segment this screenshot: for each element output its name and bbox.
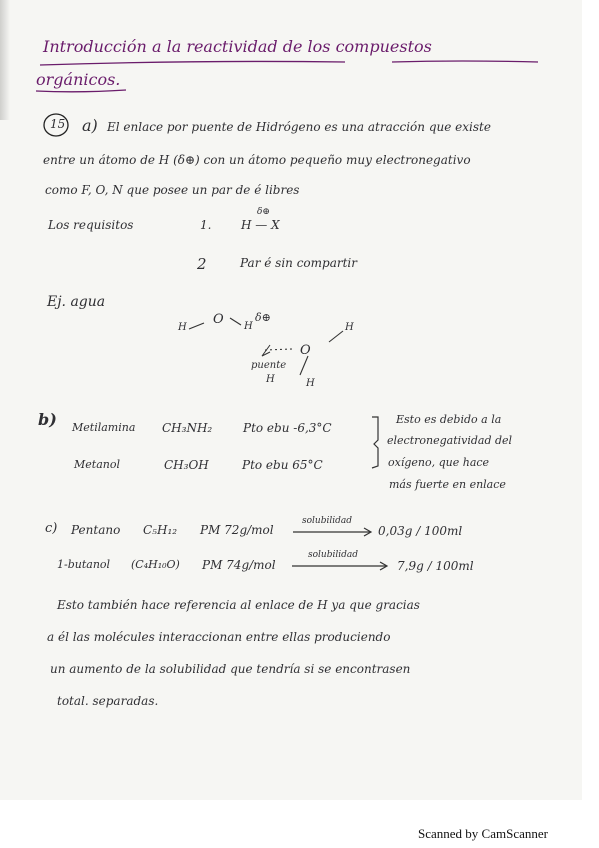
butanol-formula: (C₄H₁₀O) [131, 558, 180, 571]
butanol-name: 1-butanol [57, 558, 111, 571]
water-h-2: H [244, 321, 253, 332]
part-c-text-3: un aumento de la solubilidad que tendría si se encontrasen [50, 662, 411, 676]
requirement-1-delta: δ⊕ [257, 207, 270, 217]
compound-1-formula: CH₃NH₂ [162, 421, 213, 435]
pentane-arrow-label: solubilidad [302, 516, 352, 526]
part-b-note-2: electronegatividad del [387, 434, 513, 447]
compound-2-boiling-point: Pto ebu 65°C [242, 458, 323, 472]
part-b-label: b) [38, 410, 57, 429]
water-o-2: O [300, 343, 311, 358]
compound-2-name: Metanol [74, 458, 120, 471]
part-a-line-2: entre un átomo de H (δ⊕) con un átomo pequeño muy electronegativo [43, 153, 471, 167]
part-a-line-3: como F, O, N que posee un par de é libres [45, 183, 300, 197]
bridge-label: puente [251, 360, 287, 371]
requirement-1-formula: H — X [241, 218, 280, 232]
scanner-watermark: Scanned by CamScanner [418, 826, 548, 841]
water-h-3: H [345, 322, 354, 333]
part-b-note-3: oxígeno, que hace [388, 456, 490, 469]
part-b-note-1: Esto es debido a la [396, 413, 502, 426]
question-number: 15 [50, 117, 66, 131]
requirements-label: Los requisitos [48, 218, 134, 232]
butanol-arrow-label: solubilidad [308, 550, 358, 560]
water-h-4: H [306, 378, 315, 389]
compound-1-boiling-point: Pto ebu -6,3°C [243, 421, 332, 435]
part-c-text-2: a él las molécules interaccionan entre ellas produciendo [47, 630, 391, 644]
butanol-solubility: 7,9g / 100ml [397, 559, 474, 573]
part-a-line-1: El enlace por puente de Hidrógeno es una atracción que existe [107, 120, 491, 134]
page-title-continuation: orgánicos. [36, 70, 121, 89]
pentane-formula: C₅H₁₂ [143, 523, 178, 537]
pentane-name: Pentano [71, 523, 121, 537]
requirement-2-text: Par é sin compartir [240, 256, 357, 270]
water-delta: δ⊕ [255, 311, 271, 324]
water-o-1: O [213, 312, 224, 327]
requirement-1-number: 1. [200, 218, 212, 232]
pentane-solubility: 0,03g / 100ml [378, 524, 463, 538]
part-c-label: c) [45, 521, 58, 536]
butanol-molar-mass: PM 74g/mol [202, 558, 276, 572]
compound-2-formula: CH₃OH [164, 458, 209, 472]
water-h-5: H [266, 374, 275, 385]
compound-1-name: Metilamina [72, 421, 136, 434]
part-c-text-4: total. separadas. [57, 694, 159, 708]
example-label: Ej. agua [47, 294, 106, 310]
page-title: Introducción a la reactividad de los compuestos [43, 37, 432, 56]
part-b-note-4: más fuerte en enlace [389, 478, 506, 491]
part-c-text-1: Esto también hace referencia al enlace de H ya que gracias [57, 598, 420, 612]
part-a-label: a) [82, 116, 98, 135]
water-h-1: H [178, 322, 187, 333]
requirement-2-number: 2 [197, 255, 207, 273]
pentane-molar-mass: PM 72g/mol [200, 523, 274, 537]
